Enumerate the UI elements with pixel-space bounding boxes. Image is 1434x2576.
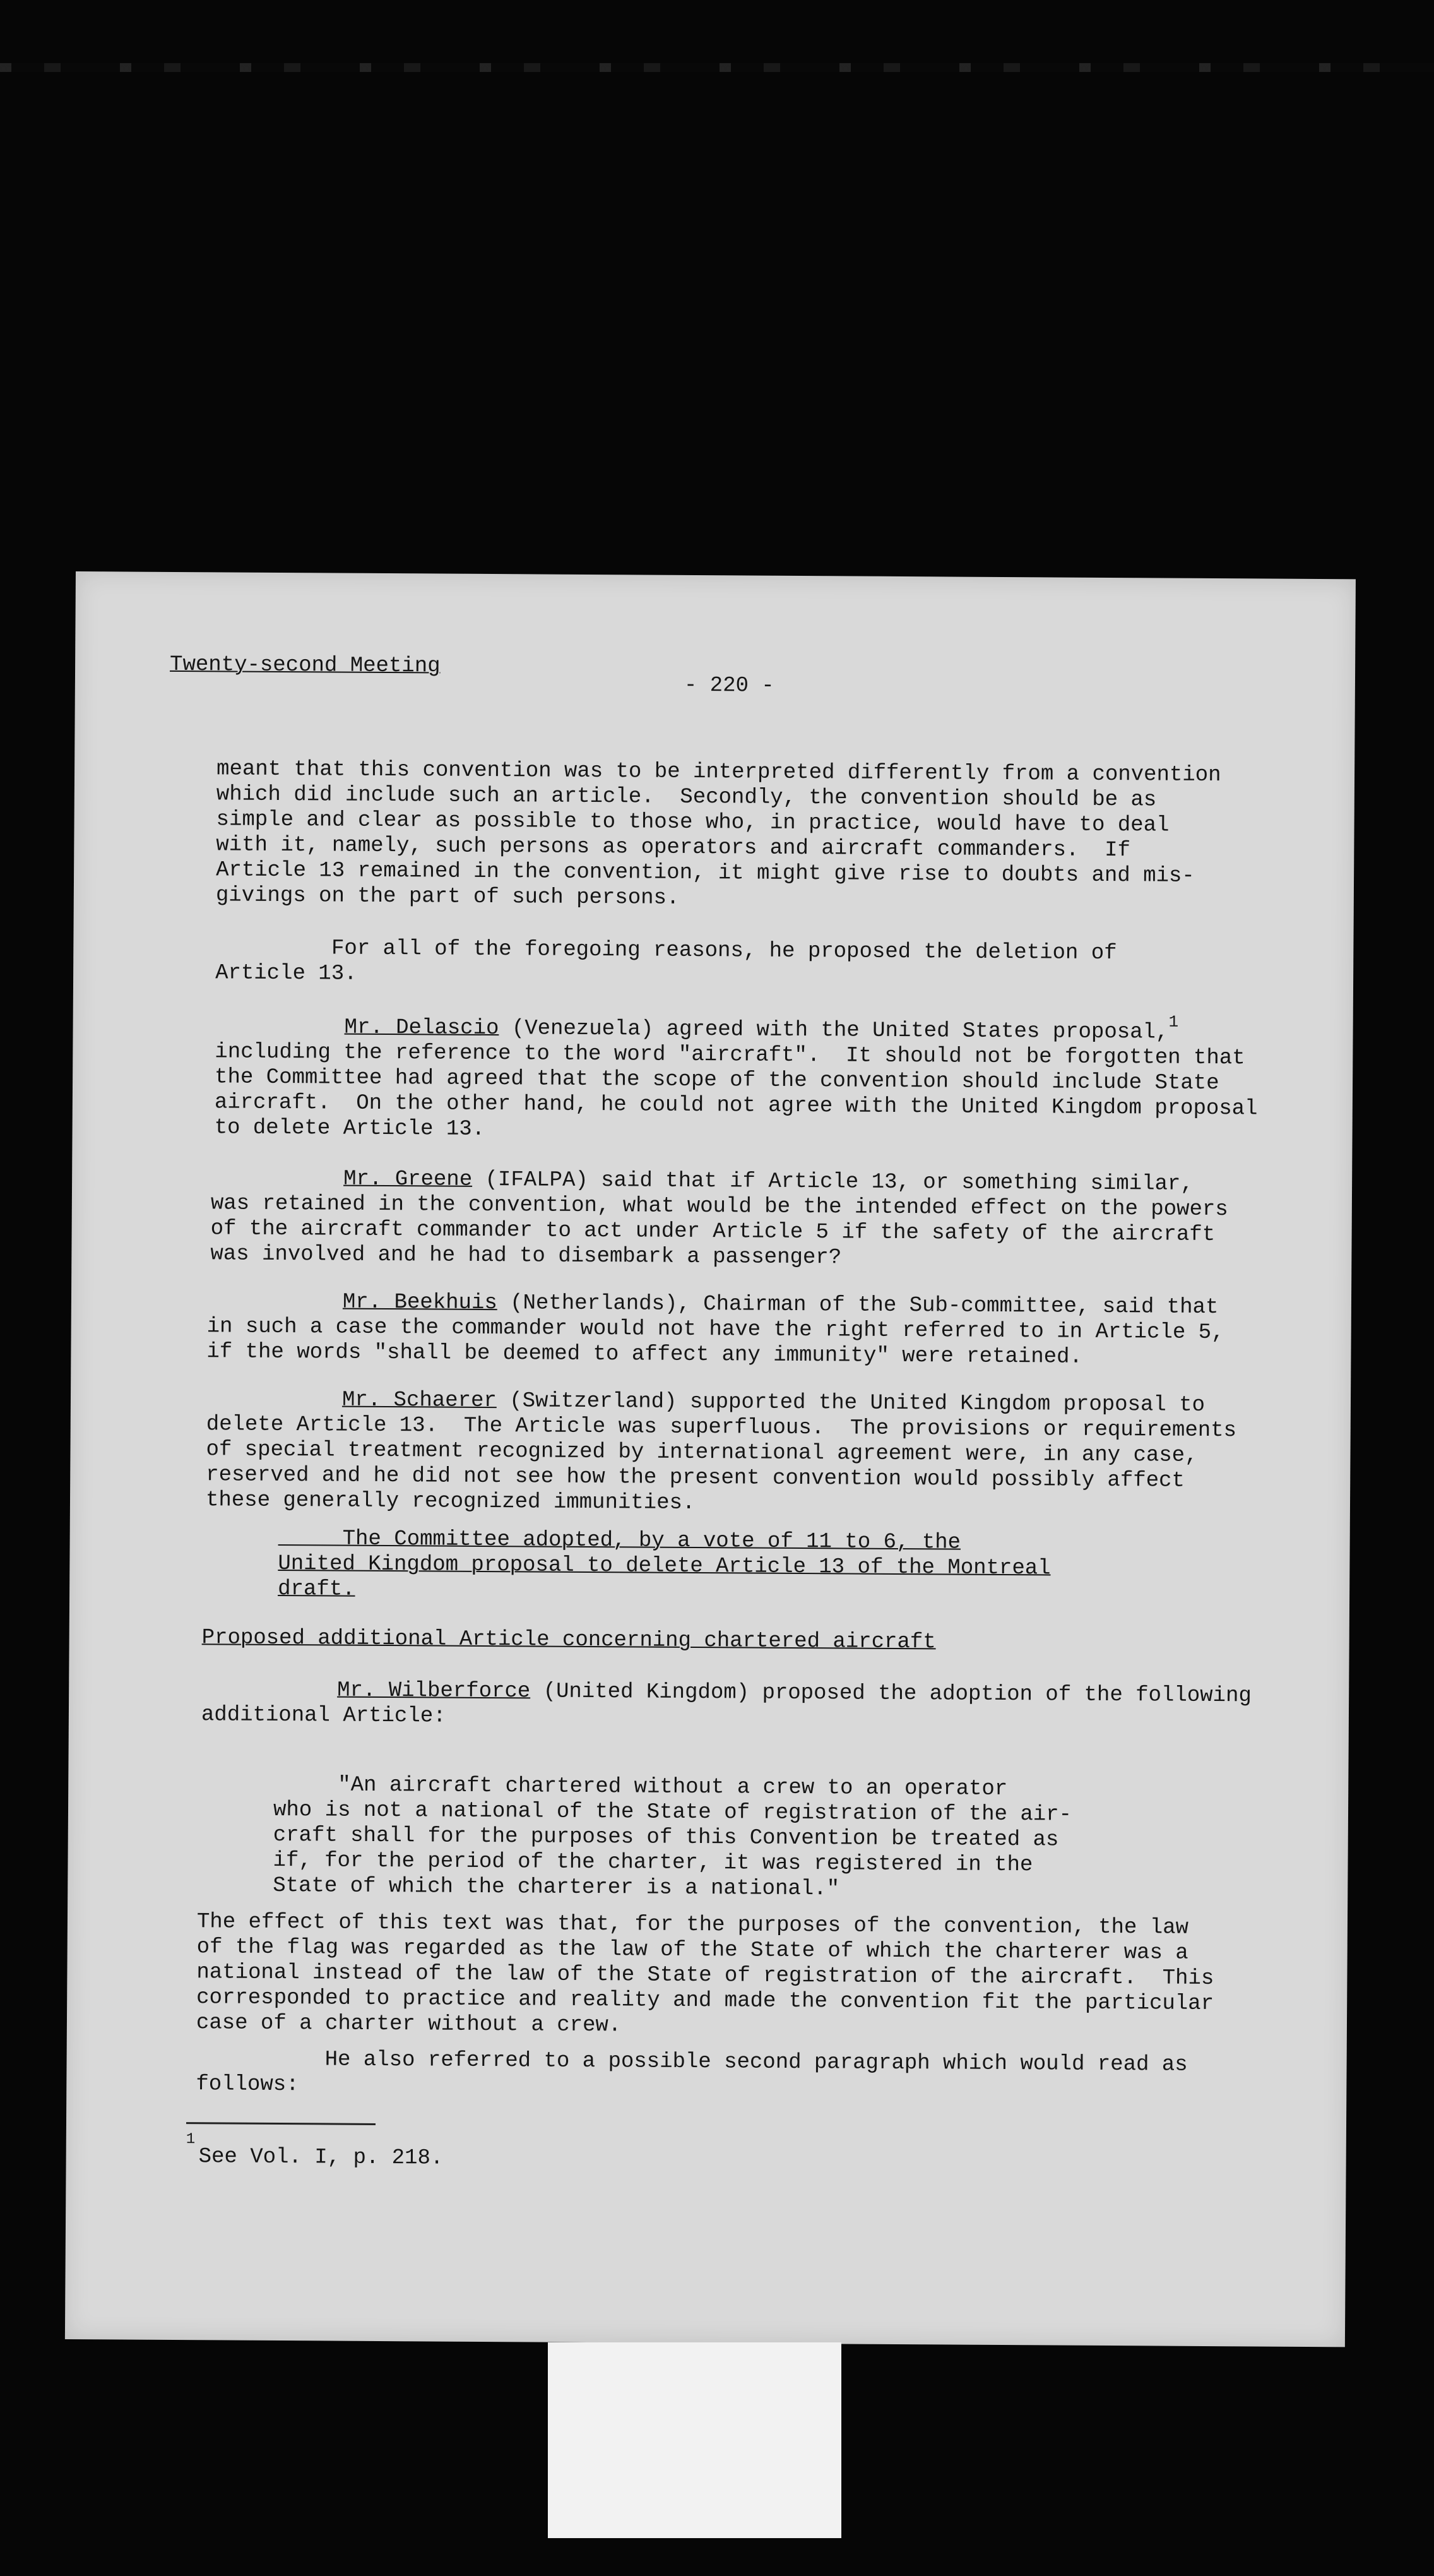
speaker-schaerer: Mr. Schaerer — [341, 1388, 497, 1414]
paragraph-4-rest: was retained in the convention, what would be the intended effect on the powers of the aircraft commander to act under Article 5 if the safety of the aircraft was involved and he had to disembark a passenger? — [210, 1191, 1228, 1270]
document-page — [65, 571, 1356, 2347]
speaker-wilberforce: Mr. Wilberforce — [337, 1678, 531, 1704]
speaker-beekhuis: Mr. Beekhuis — [342, 1290, 497, 1316]
footnote-text: See Vol. I, p. 218. — [198, 2145, 444, 2171]
scan-edge-artifact — [0, 63, 1434, 72]
document-body — [65, 571, 1356, 2347]
paragraph-6-first-text: (Switzerland) supported the United Kingdom proposal to — [496, 1389, 1206, 1417]
meeting-title: Twenty-second Meeting — [169, 652, 441, 679]
paragraph-3-rest: including the reference to the word "aircraft". It should not be forgotten that the Committee had agreed that the scope of the convention should include State aircraft. On the other hand, he could not agree with the United Kingdom proposal to delete Article 13. — [214, 1040, 1258, 1142]
speaker-greene: Mr. Greene — [343, 1167, 473, 1192]
proposed-article-quote: "An aircraft chartered without a crew to an operator who is not a national of the State of registration of the air- craft shall for the purposes of this Convention be treated as if, for the period of the charter, it was registered in the State of which the charterer is a national." — [273, 1772, 1072, 1902]
page-number: - 220 - — [684, 673, 774, 698]
paragraph-9: He also referred to a possible second paragraph which would read as follows: — [196, 2047, 1188, 2097]
paragraph-6-rest: delete Article 13. The Article was superfluous. The provisions or requirements of special treatment recognized by international agreement were, in any case, reserved and he did not see how the present convention would possibly affect these generally recognized immunities. — [205, 1412, 1237, 1516]
footnote-mark: 1 — [186, 2131, 196, 2149]
paragraph-7-first-line — [337, 1678, 1252, 1709]
section-heading: Proposed additional Article concerning chartered aircraft — [201, 1626, 936, 1655]
paragraph-4-first-text: (IFALPA) said that if Article 13, or something similar, — [472, 1167, 1194, 1196]
committee-decision: The Committee adopted, by a vote of 11 to 6, the United Kingdom proposal to delete Article 13 of the Montreal draft. — [278, 1526, 1051, 1602]
footnote-rule — [186, 2122, 376, 2125]
paragraph-8: The effect of this text was that, for the purposes of the convention, the law of the flag was regarded as the law of the State of which the charterer was a national instead of the law of the State of registration of the aircraft. This corresponded to practice and reality and made the convention fit the particular case of a charter without a crew. — [196, 1910, 1214, 2038]
paragraph-2: For all of the foregoing reasons, he proposed the deletion of Article 13. — [215, 936, 1117, 986]
paragraph-5-first-text: (Netherlands), Chairman of the Sub-committee, said that — [497, 1291, 1219, 1320]
page-tab-strip — [548, 2342, 841, 2538]
paragraph-5-rest: in such a case the commander would not have the right referred to in Article 5, if the words "shall be deemed to affect any immunity" were retained. — [206, 1315, 1224, 1369]
paragraph-7-first-text: (United Kingdom) proposed the adoption of the following — [530, 1679, 1252, 1708]
speaker-delascio: Mr. Delascio — [344, 1015, 499, 1041]
paragraph-3-first-text: (Venezuela) agreed with the United States proposal, — [499, 1017, 1169, 1045]
footnote-reference: 1 — [1168, 1012, 1179, 1032]
paragraph-7-rest: additional Article: — [201, 1703, 446, 1729]
paragraph-1: meant that this convention was to be interpreted differently from a convention which did include such an article. Secondly, the convention should be as simple and clear as possible to those who, in practice, would have to deal with it, namely, such persons as operators and aircraft commanders. If Article 13 remained in the convention, it might give rise to doubts and mis- givings on the part of such persons. — [215, 757, 1221, 910]
